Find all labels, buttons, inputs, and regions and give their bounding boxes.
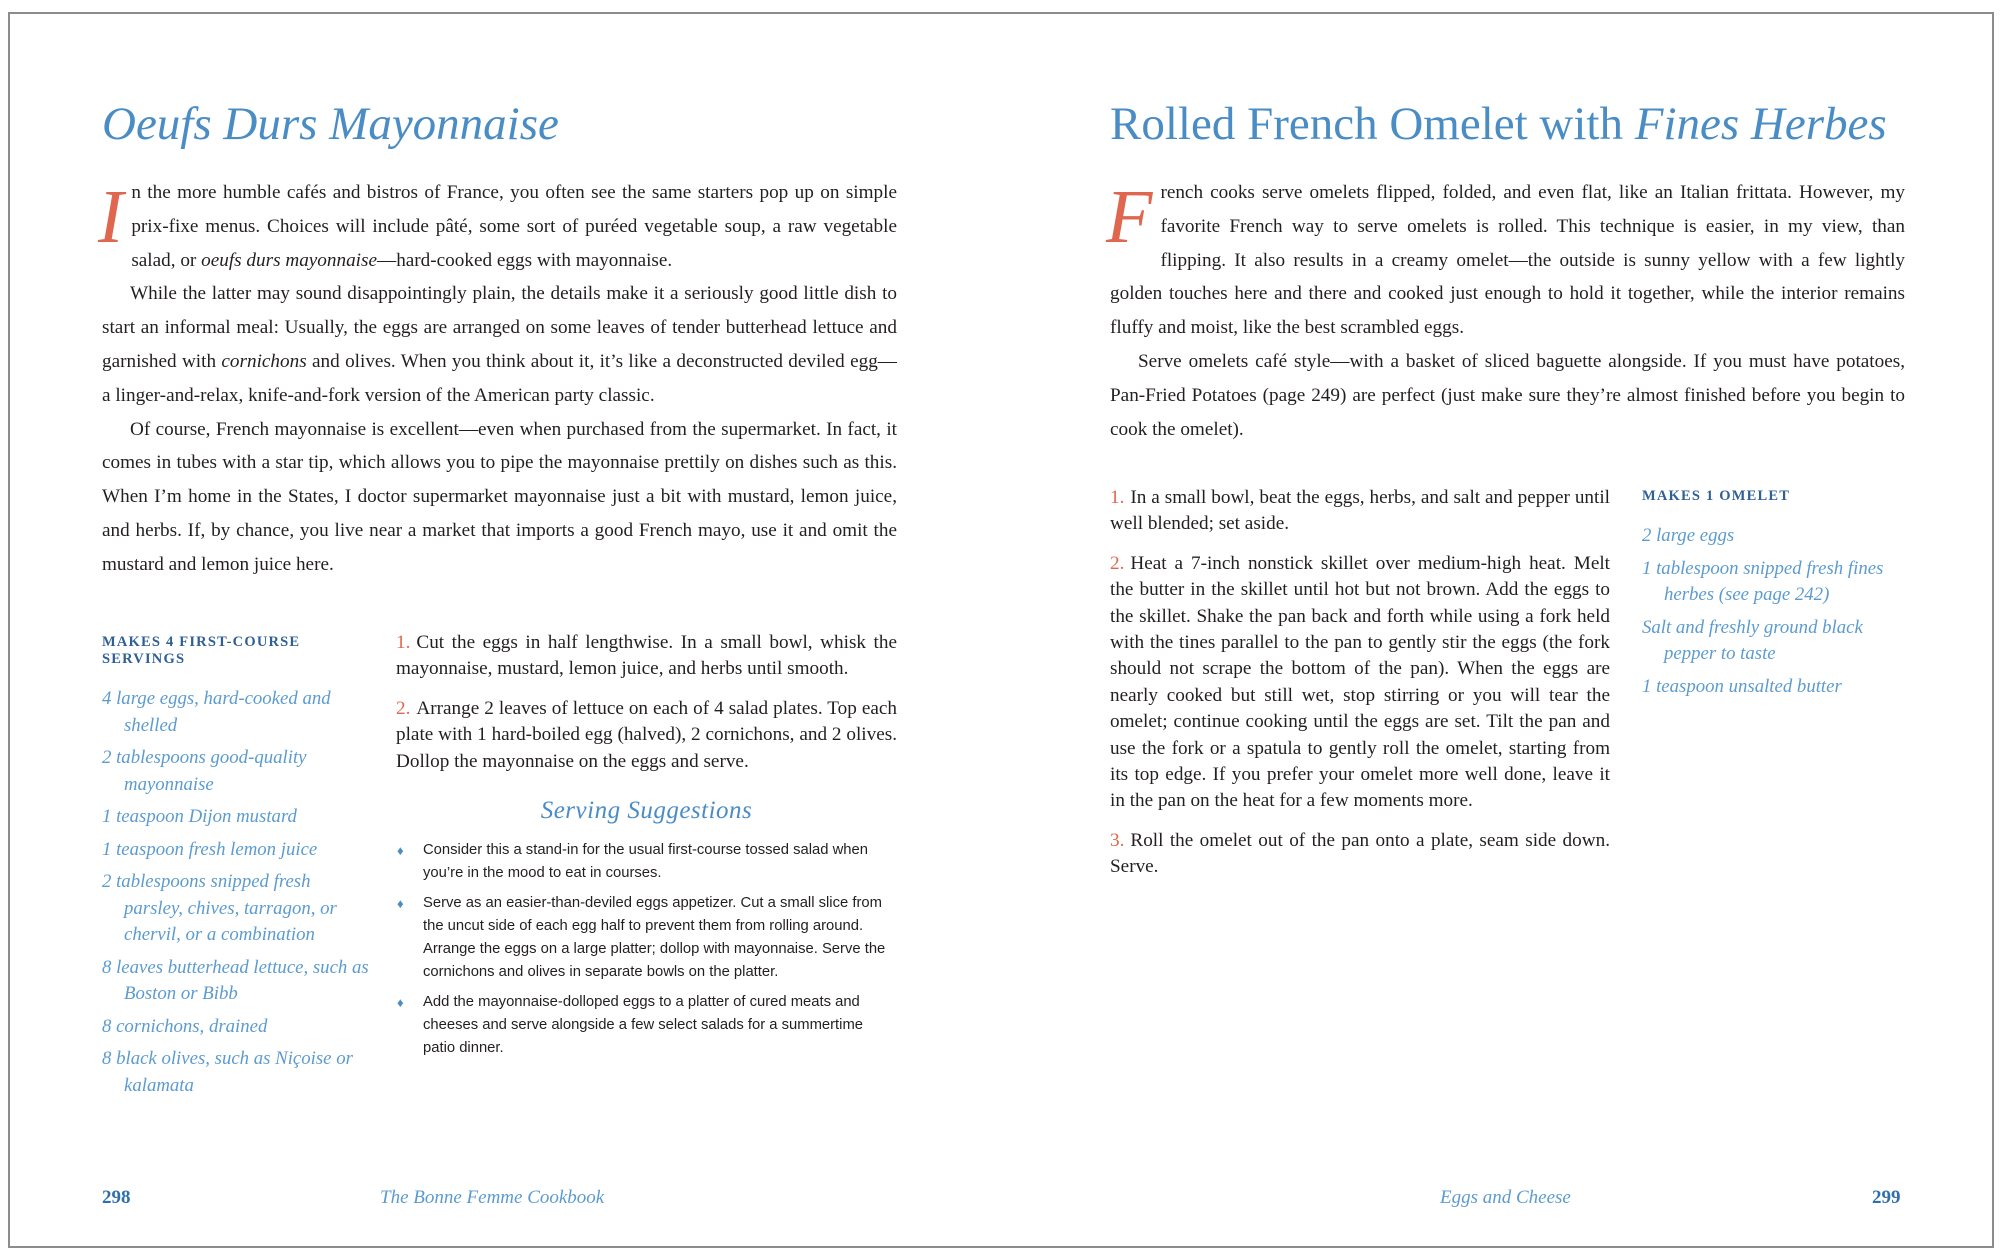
right-ingredients xyxy=(1642,488,1905,706)
right-running-head: Eggs and Cheese xyxy=(1440,1187,1571,1208)
right-intro-paragraph-1: French cooks serve omelets flipped, folded, and even flat, like an Italian frittata. However, my favorite French way to serve omelets is rolled. This technique is easier, in my view, than flipping. It also results in a creamy omelet—the outside is sunny yellow with a few lightly golden touches here and there and cooked just enough to hold it together, while the interior remains fluffy and moist, like the best scrambled eggs. xyxy=(1106,175,1905,339)
right-intro xyxy=(1106,175,1905,446)
ingredient-item: 1 teaspoon Dijon mustard xyxy=(102,806,297,827)
ingredient-item: 2 tablespoons good-quality mayonnaise xyxy=(102,747,307,795)
diamond-bullet-icon: ♦ xyxy=(397,896,404,912)
step-number: 1. xyxy=(396,632,411,653)
left-intro-paragraph-2: While the latter may sound disappointingly plain, the details make it a seriously good little dish to start an informal meal: Usually, the eggs are arranged on some leaves of tender butterhead lettuce and garnished with cornichons and olives. When you think about it, it’s like a deconstructed deviled egg—a linger-and-relax, knife-and-fork version of the American party classic. xyxy=(102,283,897,406)
right-step-list xyxy=(1110,485,1610,881)
ingredient-item: 1 tablespoon snipped fresh fines herbes (see page 242) xyxy=(1642,557,1884,605)
left-page xyxy=(98,0,897,1254)
ingredient-item: 2 large eggs xyxy=(1642,525,1735,546)
right-recipe-title: Rolled French Omelet with Fines Herbes xyxy=(1110,98,1887,150)
step-item: 2. Arrange 2 leaves of lettuce on each of 4 salad plates. Top each plate with 1 hard-boiled egg (halved), 2 cornichons, and 2 olives. Dollop the mayonnaise on the eggs and serve. xyxy=(396,697,897,772)
left-page-number: 298 xyxy=(102,1187,131,1208)
step-item: 3. Roll the omelet out of the pan onto a plate, seam side down. Serve. xyxy=(1110,829,1610,878)
step-number: 2. xyxy=(396,697,411,719)
left-yield: MAKES 4 FIRST-COURSE SERVINGS xyxy=(102,634,301,667)
left-method xyxy=(396,630,897,1067)
left-ingredient-list xyxy=(102,686,372,1099)
step-number: 2. xyxy=(1110,552,1125,574)
right-page xyxy=(1106,0,1905,1254)
serving-suggestions-heading: Serving Suggestions xyxy=(540,797,753,825)
left-drop-cap: I xyxy=(98,175,124,259)
suggestion-item: ♦ Add the mayonnaise-dolloped eggs to a platter of cured meats and cheeses and serve alongside a few select salads for a summertime patio dinner. xyxy=(396,991,897,1060)
step-number: 1. xyxy=(1110,487,1125,508)
left-intro-paragraph-1: In the more humble cafés and bistros of France, you often see the same starters pop up on simple prix-fixe menus. Choices will include pâté, some sort of puréed vegetable soup, a raw vegetable salad, or oeufs durs mayonnaise—hard-cooked eggs with mayonnaise. xyxy=(98,175,897,271)
left-running-head: The Bonne Femme Cookbook xyxy=(380,1187,605,1208)
ingredient-item: 8 cornichons, drained xyxy=(102,1015,268,1037)
diamond-bullet-icon: ♦ xyxy=(397,843,404,859)
left-intro-paragraph-3: Of course, French mayonnaise is excellent—even when purchased from the supermarket. In fact, it comes in tubes with a star tip, which allows you to pipe the mayonnaise prettily on dishes such as this. When I’m home in the States, I doctor supermarket mayonnaise just a bit with mustard, lemon juice, and herbs. If, by chance, you live near a market that imports a good French mayo, use it and omit the mustard and lemon juice here. xyxy=(102,418,897,575)
step-number: 3. xyxy=(1110,829,1125,851)
step-item: 2. Heat a 7-inch nonstick skillet over medium-high heat. Melt the butter in the skillet until hot but not brown. Add the eggs to the skillet. Shake the pan back and forth while using a fork held with the tines parallel to the pan to gently stir the eggs (the fork should not scrape the bottom of the pan). When the eggs are nearly cooked but still wet, stop stirring or you will tear the omelet; continue cooking until the eggs are set. Tilt the pan and use the fork or a spatula to gently roll the omelet, starting from its top edge. If you prefer your omelet more well done, leave it in the pan on the heat for a few moments more. xyxy=(1110,552,1610,812)
left-recipe-title: Oeufs Durs Mayonnaise xyxy=(102,98,559,150)
right-intro-paragraph-2: Serve omelets café style—with a basket of sliced baguette alongside. If you must have potatoes, Pan-Fried Potatoes (page 249) are perfect (just make sure they’re almost finished before you begin to cook the omelet). xyxy=(1110,350,1905,440)
ingredient-item: 1 teaspoon fresh lemon juice xyxy=(102,838,318,860)
right-page-number: 299 xyxy=(1872,1187,1901,1208)
ingredient-item: 1 teaspoon unsalted butter xyxy=(1642,675,1842,697)
diamond-bullet-icon: ♦ xyxy=(397,995,404,1011)
right-ingredient-list xyxy=(1642,523,1905,700)
right-drop-cap: F xyxy=(1106,175,1153,259)
ingredient-item: 4 large eggs, hard-cooked and shelled xyxy=(102,688,331,736)
left-step-list xyxy=(396,630,897,775)
left-ingredients xyxy=(102,634,372,1105)
right-method xyxy=(1110,485,1610,894)
right-yield: MAKES 1 OMELET xyxy=(1642,488,1791,504)
left-intro xyxy=(98,175,897,582)
step-item: 1. In a small bowl, beat the eggs, herbs, and salt and pepper until well blended; set aside. xyxy=(1110,487,1610,535)
ingredient-item: 2 tablespoons snipped fresh parsley, chives, tarragon, or chervil, or a combination xyxy=(102,871,337,945)
suggestion-item: ♦ Consider this a stand-in for the usual first-course tossed salad when you’re in the mood to eat in courses. xyxy=(396,839,897,885)
serving-suggestions-list xyxy=(396,839,897,1060)
ingredient-item: 8 black olives, such as Niçoise or kalamata xyxy=(102,1048,353,1096)
step-item: 1. Cut the eggs in half lengthwise. In a small bowl, whisk the mayonnaise, mustard, lemon juice, and herbs until smooth. xyxy=(396,632,897,680)
suggestion-item: ♦ Serve as an easier-than-deviled eggs appetizer. Cut a small slice from the uncut side of each egg half to prevent them from rolling around. Arrange the eggs on a large platter; dollop with mayonnaise. Serve the cornichons and olives in separate bowls on the platter. xyxy=(396,892,897,984)
ingredient-item: Salt and freshly ground black pepper to taste xyxy=(1642,616,1863,664)
ingredient-item: 8 leaves butterhead lettuce, such as Boston or Bibb xyxy=(102,956,369,1004)
